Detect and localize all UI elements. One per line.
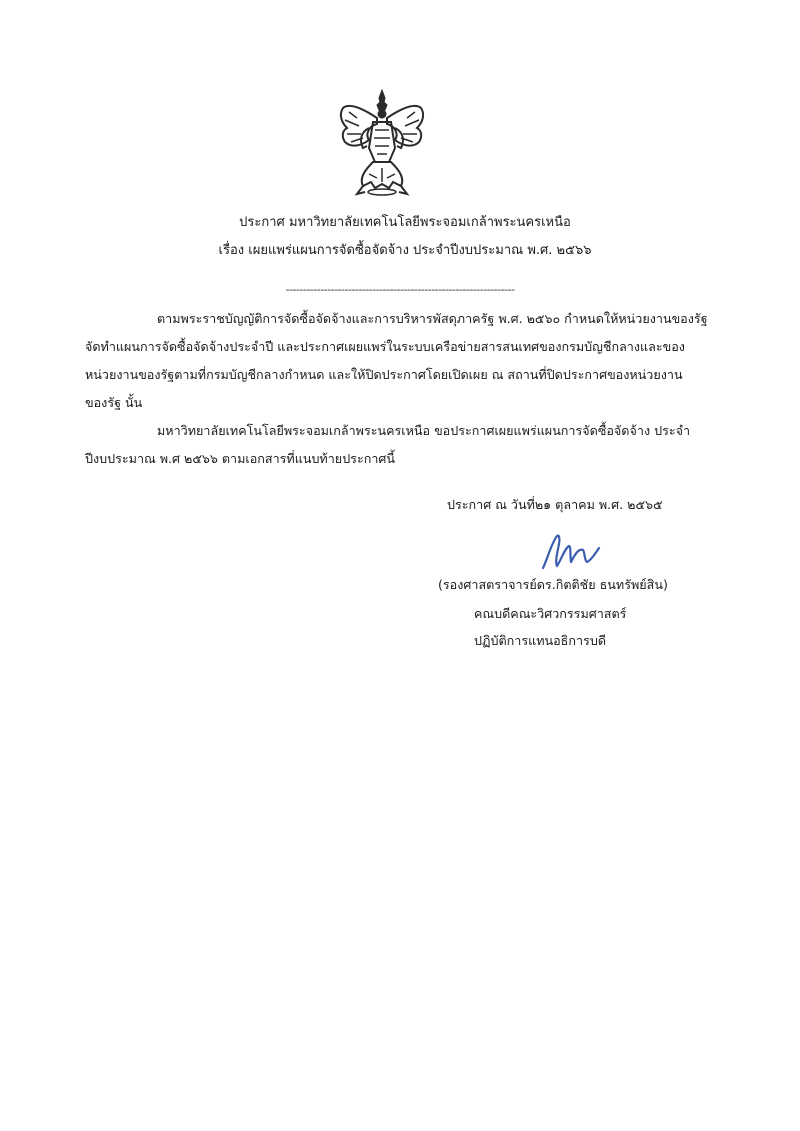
announcement-title: ประกาศ มหาวิทยาลัยเทคโนโลยีพระจอมเกล้าพระนครเหนือ xyxy=(239,215,571,230)
garuda-emblem-icon xyxy=(335,88,430,198)
body-paragraph-1-line: หน่วยงานของรัฐตามที่กรมบัญชีกลางกำหนด และให้ปิดประกาศโดยเปิดเผย ณ สถานที่ปิดประกาศของหน่วยงาน xyxy=(85,367,683,382)
handwritten-signature-icon xyxy=(535,530,605,575)
body-paragraph-1-line: ของรัฐ นั้น xyxy=(85,395,143,410)
announcement-date: ประกาศ ณ วันที่๒๑ ตุลาคม พ.ศ. ๒๕๖๕ xyxy=(447,497,663,512)
body-paragraph-1-line: ตามพระราชบัญญัติการจัดซื้อจัดจ้างและการบริหารพัสดุภาครัฐ พ.ศ. ๒๕๖๐ กำหนดให้หน่วยงานของรัฐ xyxy=(157,311,708,326)
signatory-acting-position: ปฏิบัติการแทนอธิการบดี xyxy=(474,633,606,648)
signatory-name: (รองศาสตราจารย์ดร.กิตติชัย ธนทรัพย์สิน) xyxy=(438,577,668,592)
body-paragraph-2-line: ปีงบประมาณ พ.ศ ๒๕๖๖ ตามเอกสารที่แนบท้ายประกาศนี้ xyxy=(85,451,396,466)
body-paragraph-1-line: จัดทำแผนการจัดซื้อจัดจ้างประจำปี และประกาศเผยแพร่ในระบบเครือข่ายสารสนเทศของกรมบัญชีกลางและของ xyxy=(85,339,685,354)
separator-line: ------------------------------------------------------------------ xyxy=(285,283,515,296)
signatory-position: คณบดีคณะวิศวกรรมศาสตร์ xyxy=(474,606,627,621)
announcement-subject: เรื่อง เผยแพร่แผนการจัดซื้อจัดจ้าง ประจำปีงบประมาณ พ.ศ. ๒๕๖๖ xyxy=(218,243,592,258)
body-paragraph-2-line: มหาวิทยาลัยเทคโนโลยีพระจอมเกล้าพระนครเหนือ ขอประกาศเผยแพร่แผนการจัดซื้อจัดจ้าง ประจำ xyxy=(157,423,691,438)
